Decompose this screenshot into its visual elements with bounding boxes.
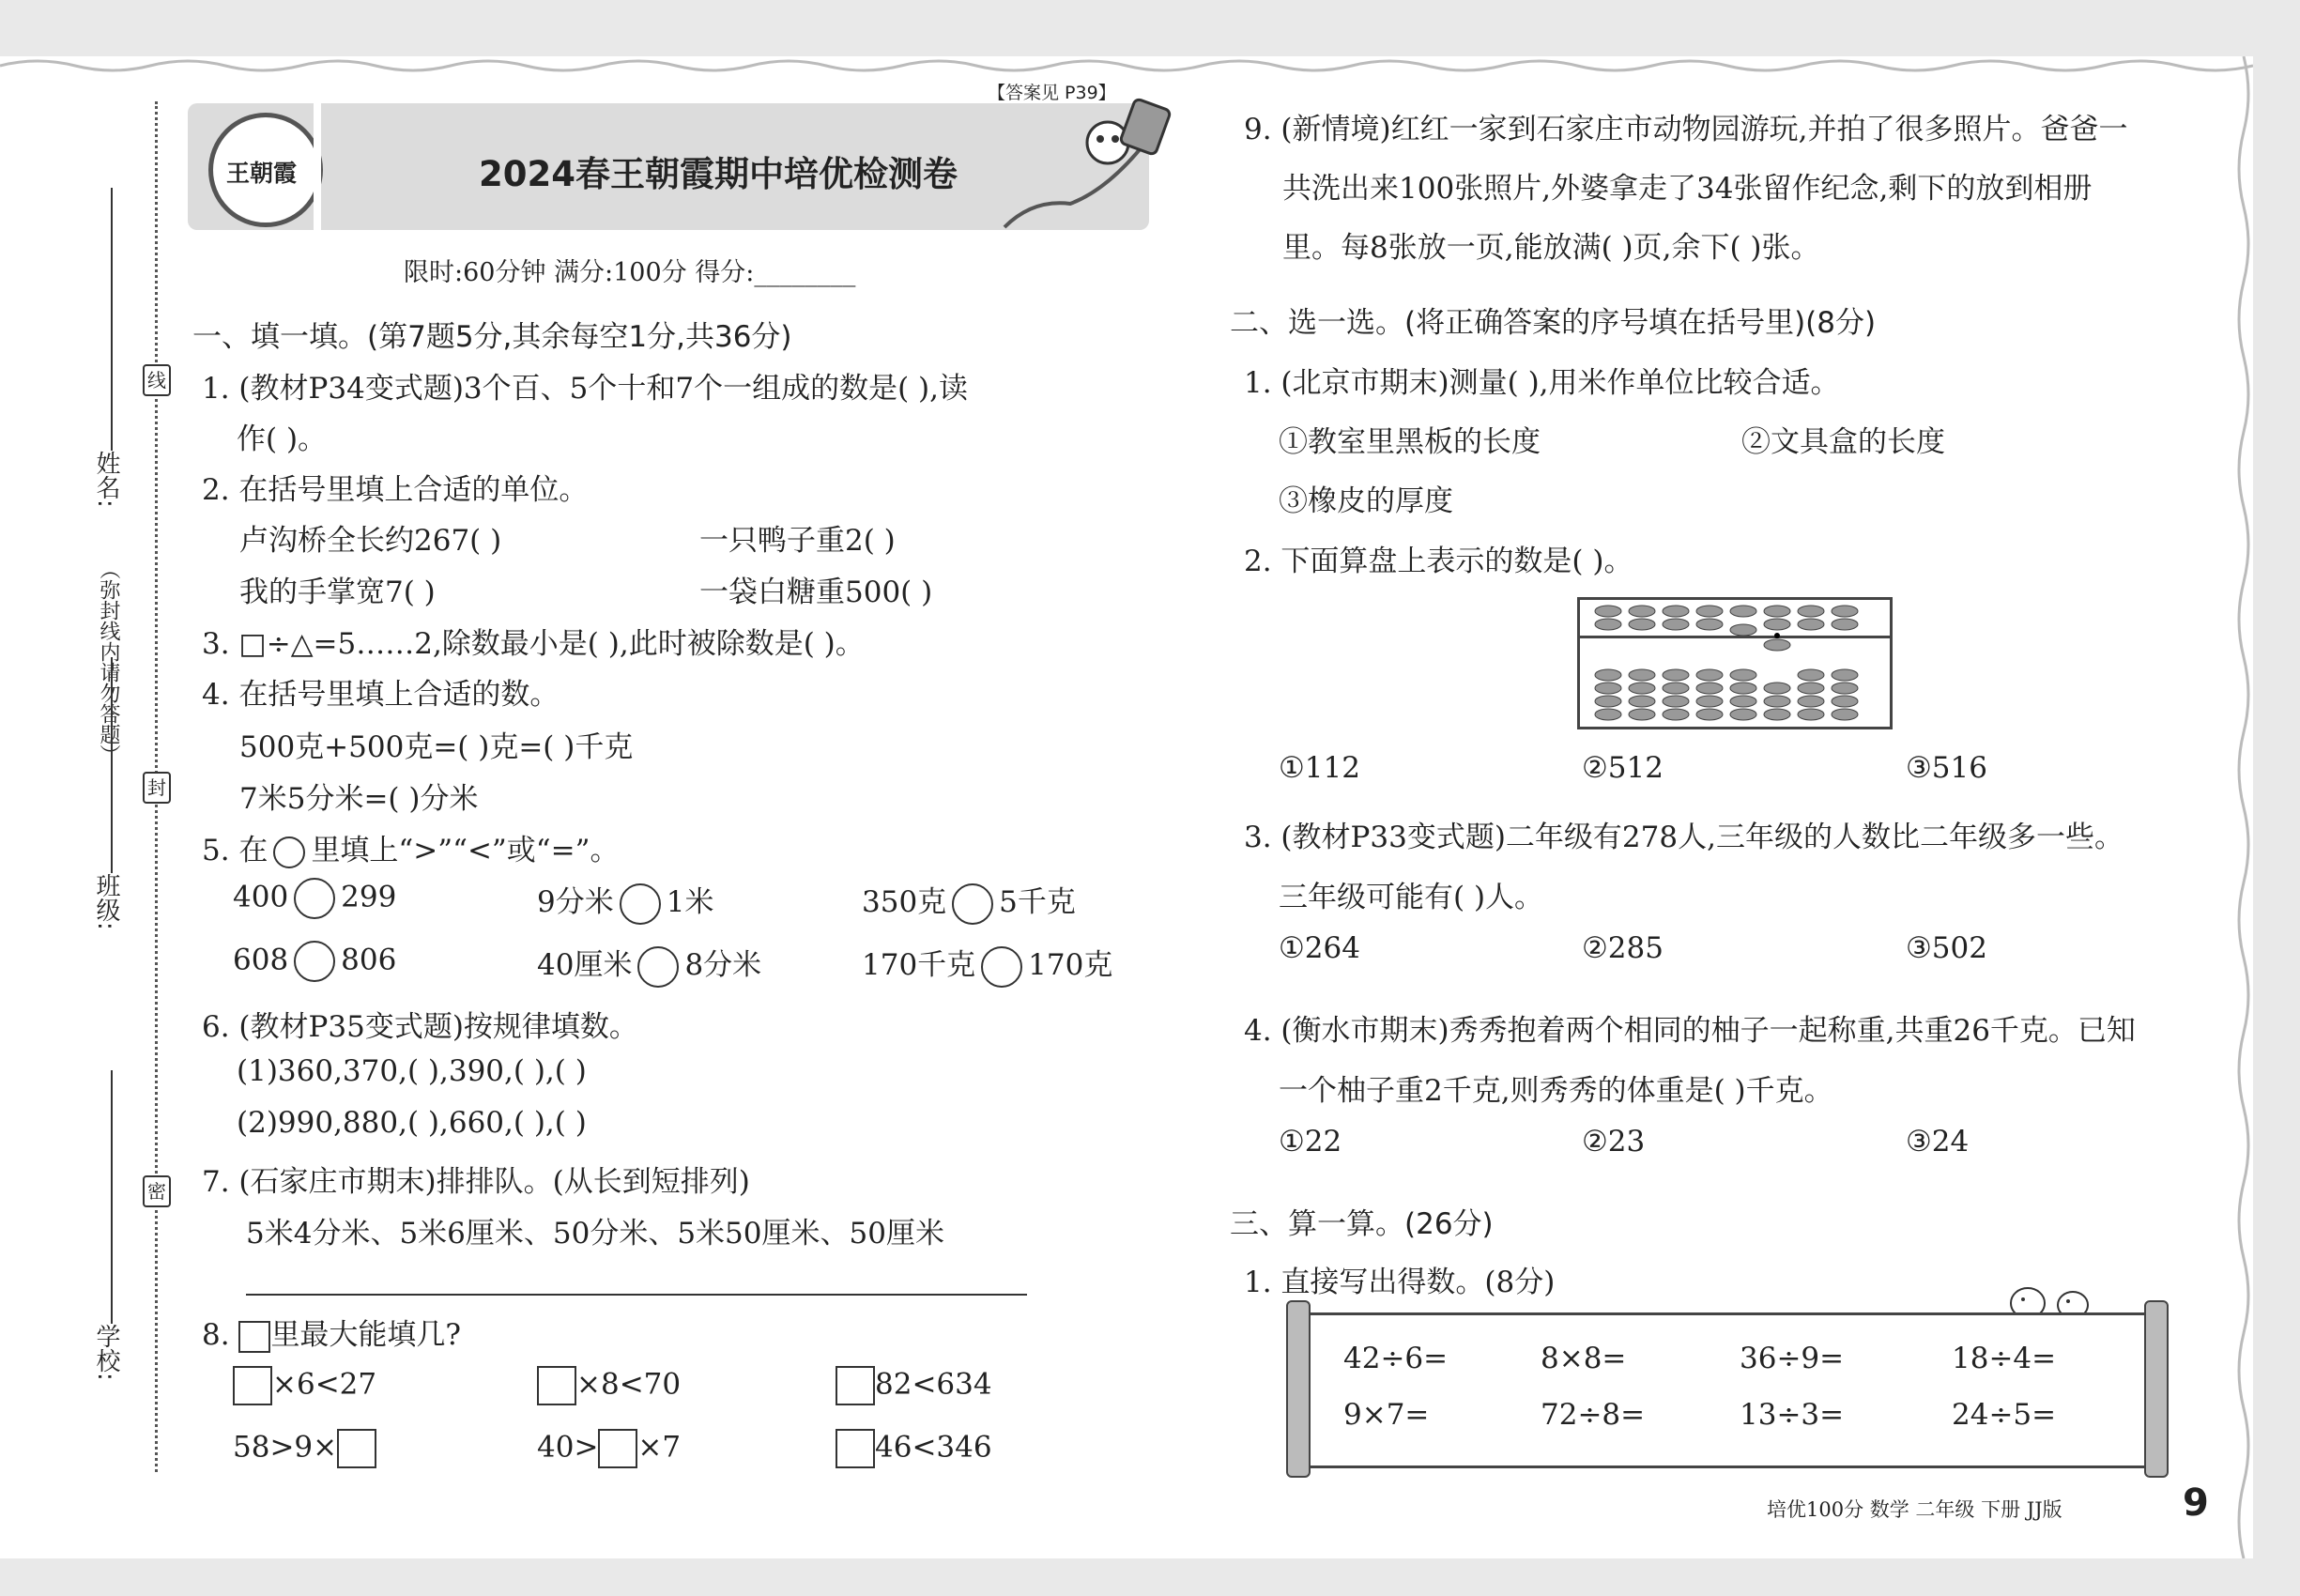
board-post-left xyxy=(1286,1300,1311,1478)
q1-line-1: 1. (教材P34变式题)3个百、5个十和7个一组成的数是( ),读 xyxy=(202,372,968,406)
answer-box[interactable] xyxy=(337,1429,376,1468)
mental-math-board xyxy=(1303,1312,2154,1468)
q2-item-d: 一袋白糖重500( ) xyxy=(699,575,933,609)
s2-q4-option: ①22 xyxy=(1279,1125,1342,1159)
answer-box[interactable] xyxy=(836,1366,875,1405)
s2-q4-line-2: 一个柚子重2千克,则秀秀的体重是( )千克。 xyxy=(1279,1074,1833,1108)
compare-item xyxy=(862,941,1112,988)
board-post-right xyxy=(2144,1300,2169,1478)
calc-item: 8×8= xyxy=(1541,1342,1627,1375)
q8-item xyxy=(233,1429,376,1468)
s2-q3-line-1: 3. (教材P33变式题)二年级有278人,三年级的人数比二年级多一些。 xyxy=(1244,821,2124,854)
q8-item xyxy=(836,1366,992,1405)
footer-info: 培优100分 数学 二年级 下册 JJ版 xyxy=(1767,1498,2062,1521)
q8-expr: ×6<27 xyxy=(272,1367,377,1402)
q8-expr: 40> xyxy=(537,1430,599,1465)
compare-circle[interactable] xyxy=(294,941,335,982)
s2-q4-line-1: 4. (衡水市期末)秀秀抱着两个相同的柚子一起称重,共重26千克。已知 xyxy=(1244,1014,2136,1048)
s2-q1-prompt: 1. (北京市期末)测量( ),用米作单位比较合适。 xyxy=(1244,366,1840,400)
q8-expr: 46<346 xyxy=(875,1430,992,1465)
s2-q1-option: ②文具盒的长度 xyxy=(1741,425,1945,459)
compare-circle[interactable] xyxy=(294,878,335,919)
answer-reference: 【答案见 P39】 xyxy=(988,83,1116,103)
compare-right: 1米 xyxy=(666,885,714,919)
q1-line-2: 作( )。 xyxy=(237,422,328,456)
q2-prompt: 2. 在括号里填上合适的单位。 xyxy=(202,473,589,507)
compare-item xyxy=(233,878,396,919)
q7-prompt: 7. (石家庄市期末)排排队。(从长到短排列) xyxy=(202,1165,750,1199)
q8-item xyxy=(233,1366,376,1405)
mascot-illustration xyxy=(995,86,1173,237)
q8-number: 8. xyxy=(202,1318,230,1352)
s2-q2-option: ①112 xyxy=(1279,751,1360,785)
compare-left: 170千克 xyxy=(862,948,976,982)
compare-right: 299 xyxy=(341,880,397,914)
compare-left: 608 xyxy=(233,943,289,977)
s2-q3-option: ①264 xyxy=(1279,931,1360,965)
answer-box[interactable] xyxy=(836,1429,875,1468)
compare-circle[interactable] xyxy=(952,883,993,925)
calc-item: 9×7= xyxy=(1343,1398,1430,1432)
q8-item xyxy=(836,1429,992,1468)
q8-prompt-text: 里最大能填几? xyxy=(270,1318,462,1352)
abacus-beads xyxy=(1580,600,1890,727)
compare-left: 400 xyxy=(233,880,289,914)
section-2-heading: 二、选一选。(将正确答案的序号填在括号里)(8分) xyxy=(1230,306,1877,340)
q8-expr: ×8<70 xyxy=(576,1367,682,1402)
class-label: 班级: xyxy=(92,873,120,930)
s2-q3-option: ③502 xyxy=(1906,931,1987,965)
compare-item xyxy=(537,941,761,988)
compare-left: 9分米 xyxy=(537,885,614,919)
compare-item xyxy=(862,878,1076,925)
compare-right: 8分米 xyxy=(684,948,762,982)
q9-line-2: 共洗出来100张照片,外婆拿走了34张留作纪念,剩下的放到相册 xyxy=(1282,172,2093,206)
q4-item-b: 7米5分米=( )分米 xyxy=(239,782,479,816)
s2-q2-prompt: 2. 下面算盘上表示的数是( )。 xyxy=(1244,545,1633,578)
q6-item-2: (2)990,880,( ),660,( ),( ) xyxy=(237,1106,587,1140)
section-3-heading: 三、算一算。(26分) xyxy=(1230,1207,1494,1241)
name-label: 姓名: xyxy=(92,451,120,508)
compare-right: 806 xyxy=(341,943,397,977)
q8-item xyxy=(537,1366,681,1405)
q2-item-b: 一只鸭子重2( ) xyxy=(699,524,896,558)
q9-line-3: 里。每8张放一页,能放满( )页,余下( )张。 xyxy=(1282,231,1820,265)
calc-item: 42÷6= xyxy=(1343,1342,1449,1375)
q8-expr: 82<634 xyxy=(875,1367,992,1402)
q2-item-a: 卢沟桥全长约267( ) xyxy=(239,524,502,558)
compare-left: 40厘米 xyxy=(537,948,633,982)
compare-right: 170克 xyxy=(1028,948,1113,982)
seal-note: （弥封线内请勿答题） xyxy=(97,559,120,765)
q4-prompt: 4. 在括号里填上合适的数。 xyxy=(202,678,560,712)
s2-q3-line-2: 三年级可能有( )人。 xyxy=(1279,881,1544,914)
brand-logo xyxy=(208,113,323,227)
calc-item: 18÷4= xyxy=(1952,1342,2057,1375)
s2-q3-option: ②285 xyxy=(1582,931,1664,965)
compare-circle[interactable] xyxy=(981,946,1022,988)
page-number: 9 xyxy=(2183,1481,2209,1525)
s2-q4-option: ②23 xyxy=(1582,1125,1646,1159)
compare-left: 350克 xyxy=(862,885,947,919)
calc-item: 36÷9= xyxy=(1740,1342,1845,1375)
q8-expr: ×7 xyxy=(637,1430,682,1465)
seal-mark-3: 密 xyxy=(143,1175,171,1207)
q5-prompt-start: 5. 在 xyxy=(202,834,268,867)
compare-circle[interactable] xyxy=(620,883,661,925)
calc-item: 13÷3= xyxy=(1740,1398,1845,1432)
school-label: 学校: xyxy=(92,1324,120,1381)
compare-circle[interactable] xyxy=(637,946,679,988)
s2-q2-option: ②512 xyxy=(1582,751,1664,785)
seal-mark-2: 封 xyxy=(143,772,171,804)
q8-item xyxy=(537,1429,681,1468)
compare-right: 5千克 xyxy=(999,885,1076,919)
calc-item: 24÷5= xyxy=(1952,1398,2057,1432)
q8-prompt xyxy=(202,1311,461,1353)
calc-item: 72÷8= xyxy=(1541,1398,1646,1432)
q5-prompt xyxy=(202,826,619,868)
q2-item-c: 我的手掌宽7( ) xyxy=(239,575,436,609)
answer-box[interactable] xyxy=(537,1366,576,1405)
logo-text: 王朝霞 xyxy=(226,160,298,187)
answer-box[interactable] xyxy=(233,1366,272,1405)
box-icon xyxy=(238,1321,270,1353)
exam-meta: 限时:60分钟 满分:100分 得分:________ xyxy=(404,258,856,287)
seal-mark-1: 线 xyxy=(143,364,171,396)
class-line[interactable] xyxy=(111,657,113,873)
s2-q1-option: ③橡皮的厚度 xyxy=(1279,484,1453,518)
q3-prompt: 3. □÷△=5……2,除数最小是( ),此时被除数是( )。 xyxy=(202,627,865,661)
s2-q4-option: ③24 xyxy=(1906,1125,1970,1159)
s2-q2-option: ③516 xyxy=(1906,751,1987,785)
compare-item xyxy=(233,941,396,982)
q7-answer-line[interactable] xyxy=(246,1294,1027,1296)
name-line[interactable] xyxy=(111,188,113,451)
circle-icon xyxy=(273,836,305,868)
school-line[interactable] xyxy=(111,1070,113,1324)
q6-item-1: (1)360,370,( ),390,( ),( ) xyxy=(237,1054,587,1088)
q7-lengths: 5米4分米、5米6厘米、50分米、5米50厘米、50厘米 xyxy=(246,1217,944,1251)
s2-q1-option: ①教室里黑板的长度 xyxy=(1279,425,1541,459)
q6-prompt: 6. (教材P35变式题)按规律填数。 xyxy=(202,1010,638,1044)
s3-q1-prompt: 1. 直接写出得数。(8分) xyxy=(1244,1266,1556,1299)
exam-title: 2024春王朝霞期中培优检测卷 xyxy=(479,154,958,194)
banner-divider xyxy=(314,103,321,230)
q4-item-a: 500克+500克=( )克=( )千克 xyxy=(239,730,634,764)
q9-line-1: 9. (新情境)红红一家到石家庄市动物园游玩,并拍了很多照片。爸爸一 xyxy=(1244,113,2128,146)
abacus-image xyxy=(1577,597,1893,729)
section-1-heading: 一、填一填。(第7题5分,其余每空1分,共36分) xyxy=(192,320,792,354)
q5-prompt-end: 里填上“>”“<”或“=”。 xyxy=(311,834,620,867)
q8-expr: 58>9× xyxy=(233,1430,338,1465)
compare-item xyxy=(537,878,713,925)
answer-box[interactable] xyxy=(598,1429,637,1468)
